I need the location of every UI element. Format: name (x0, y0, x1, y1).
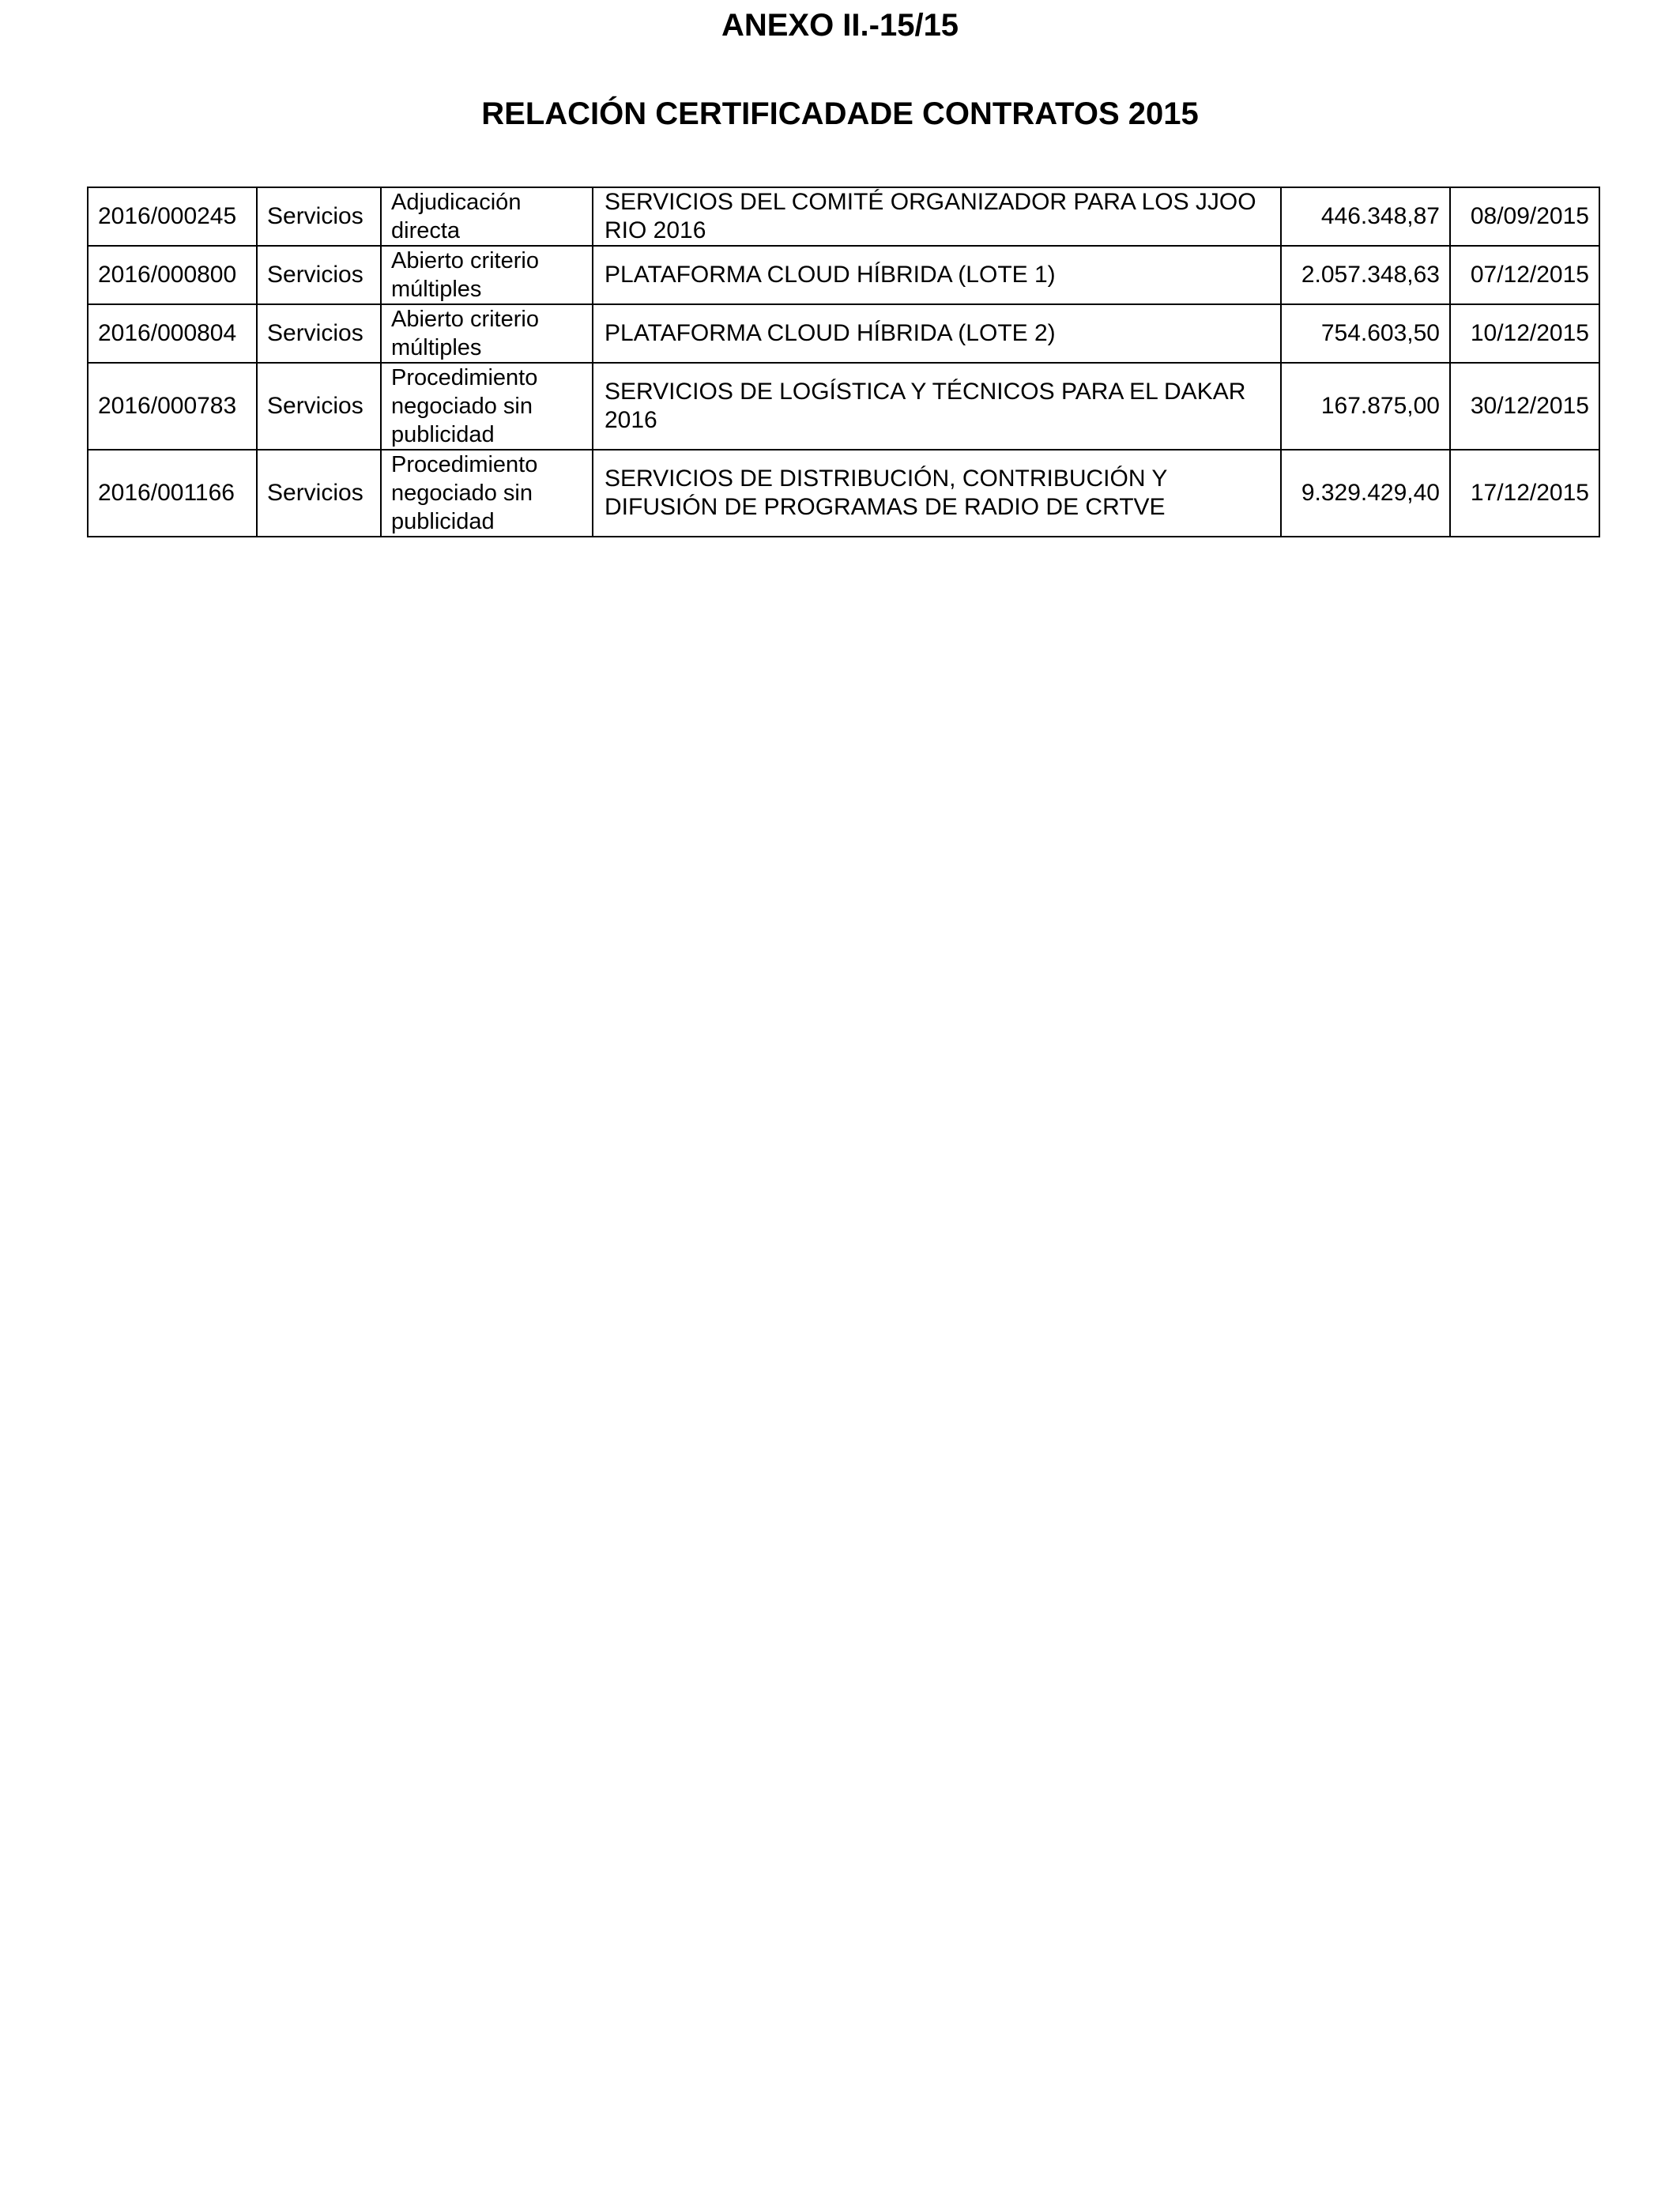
contracts-table (87, 187, 1600, 537)
table-row (88, 363, 1599, 450)
table-row (88, 304, 1599, 363)
contract-procedure: Adjudicación directa (381, 187, 593, 246)
contract-ref: 2016/000800 (88, 246, 257, 304)
contract-procedure: Abierto criterio múltiples (381, 304, 593, 363)
contract-amount: 754.603,50 (1281, 304, 1450, 363)
contract-ref: 2016/000804 (88, 304, 257, 363)
contract-object: PLATAFORMA CLOUD HÍBRIDA (LOTE 1) (593, 246, 1281, 304)
contract-amount: 167.875,00 (1281, 363, 1450, 450)
contract-object: SERVICIOS DE LOGÍSTICA Y TÉCNICOS PARA EL DAKAR 2016 (593, 363, 1281, 450)
contract-date: 30/12/2015 (1450, 363, 1599, 450)
contract-date: 17/12/2015 (1450, 450, 1599, 537)
page-title: RELACIÓN CERTIFICADADE CONTRATOS 2015 (481, 96, 1199, 131)
contract-object: SERVICIOS DEL COMITÉ ORGANIZADOR PARA LOS JJOO RIO 2016 (593, 187, 1281, 246)
contract-type: Servicios (257, 304, 381, 363)
contract-ref: 2016/000783 (88, 363, 257, 450)
contract-procedure: Procedimiento negociado sin publicidad (381, 450, 593, 537)
contract-object: SERVICIOS DE DISTRIBUCIÓN, CONTRIBUCIÓN Y DIFUSIÓN DE PROGRAMAS DE RADIO DE CRTVE (593, 450, 1281, 537)
contract-type: Servicios (257, 450, 381, 537)
contract-amount: 2.057.348,63 (1281, 246, 1450, 304)
contract-procedure: Abierto criterio múltiples (381, 246, 593, 304)
contract-amount: 446.348,87 (1281, 187, 1450, 246)
contract-date: 07/12/2015 (1450, 246, 1599, 304)
contract-date: 08/09/2015 (1450, 187, 1599, 246)
contract-ref: 2016/000245 (88, 187, 257, 246)
table-row (88, 246, 1599, 304)
annex-title: ANEXO II.-15/15 (721, 8, 959, 43)
table-row (88, 450, 1599, 537)
contract-type: Servicios (257, 246, 381, 304)
contract-amount: 9.329.429,40 (1281, 450, 1450, 537)
contract-ref: 2016/001166 (88, 450, 257, 537)
contract-type: Servicios (257, 363, 381, 450)
contract-procedure: Procedimiento negociado sin publicidad (381, 363, 593, 450)
contract-type: Servicios (257, 187, 381, 246)
contract-object: PLATAFORMA CLOUD HÍBRIDA (LOTE 2) (593, 304, 1281, 363)
contract-date: 10/12/2015 (1450, 304, 1599, 363)
table-row (88, 187, 1599, 246)
